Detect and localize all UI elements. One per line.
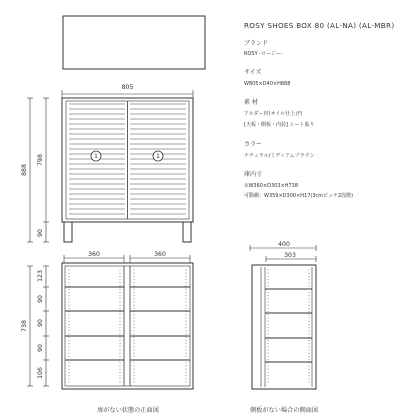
shelf-height-1: 123 [37, 270, 44, 282]
interior-front-view [27, 255, 193, 389]
pin-hole [134, 350, 135, 351]
pin-hole [69, 308, 70, 309]
pin-hole [69, 276, 70, 277]
pin-hole [186, 308, 187, 309]
pin-hole [186, 298, 187, 299]
pin-hole [120, 318, 121, 319]
pin-hole [186, 311, 187, 312]
side-view [250, 245, 316, 389]
front-view [27, 90, 193, 242]
pin-hole [120, 362, 121, 363]
pin-hole [268, 314, 269, 315]
pin-hole [134, 378, 135, 379]
pin-hole [134, 362, 135, 363]
pin-hole [186, 334, 187, 335]
pin-hole [186, 302, 187, 303]
pin-hole [69, 311, 70, 312]
pin-hole [134, 292, 135, 293]
pin-hole [120, 292, 121, 293]
pin-hole [69, 279, 70, 280]
pin-hole [120, 295, 121, 296]
pin-hole [186, 359, 187, 360]
pin-hole [186, 314, 187, 315]
size-label: サイズ [244, 69, 262, 76]
pin-hole [309, 305, 310, 306]
pin-hole [120, 372, 121, 373]
pin-hole [120, 286, 121, 287]
pin-hole [309, 369, 310, 370]
pin-hole [309, 282, 310, 283]
pin-hole [186, 321, 187, 322]
pin-hole [309, 346, 310, 347]
pin-hole [309, 330, 310, 331]
spec-block [244, 21, 394, 199]
pin-hole [268, 305, 269, 306]
pin-hole [69, 273, 70, 274]
pin-hole [268, 298, 269, 299]
material-line-1: アルダー材(オイル仕上げ) [244, 111, 303, 117]
pin-hole [268, 334, 269, 335]
pin-hole [186, 292, 187, 293]
pin-hole [134, 337, 135, 338]
pin-hole [134, 340, 135, 341]
pin-hole [186, 282, 187, 283]
pin-hole [120, 324, 121, 325]
pin-hole [69, 353, 70, 354]
pin-hole [69, 330, 70, 331]
pin-hole [134, 366, 135, 367]
pin-hole [186, 366, 187, 367]
pin-hole [120, 382, 121, 383]
pin-hole [309, 295, 310, 296]
pin-hole [120, 311, 121, 312]
pin-hole [186, 273, 187, 274]
pin-hole [309, 276, 310, 277]
pin-hole [134, 327, 135, 328]
side-pin-holes [268, 270, 310, 383]
pin-hole [120, 279, 121, 280]
pin-hole [186, 289, 187, 290]
pin-hole [120, 346, 121, 347]
pin-hole [186, 276, 187, 277]
pin-hole [268, 292, 269, 293]
pin-hole [309, 378, 310, 379]
pin-hole [309, 321, 310, 322]
pin-hole [309, 343, 310, 344]
pin-hole [268, 356, 269, 357]
pin-hole [186, 330, 187, 331]
pin-hole [268, 286, 269, 287]
pin-hole [134, 298, 135, 299]
pin-hole [69, 369, 70, 370]
pin-hole [120, 369, 121, 370]
pin-hole [268, 359, 269, 360]
pin-hole [186, 378, 187, 379]
pin-hole [134, 382, 135, 383]
pin-hole [69, 270, 70, 271]
pin-hole [120, 308, 121, 309]
pin-hole [120, 334, 121, 335]
pin-hole [134, 289, 135, 290]
pin-hole [134, 314, 135, 315]
pin-hole [69, 382, 70, 383]
pin-hole [268, 375, 269, 376]
pin-hole [120, 375, 121, 376]
pin-hole [69, 375, 70, 376]
pin-hole [186, 346, 187, 347]
pin-hole [69, 340, 70, 341]
pin-hole [69, 366, 70, 367]
pin-hole [309, 372, 310, 373]
pin-hole [120, 359, 121, 360]
pin-hole [309, 353, 310, 354]
pin-hole [69, 346, 70, 347]
pin-hole [134, 372, 135, 373]
pin-hole [120, 350, 121, 351]
pin-hole [268, 369, 269, 370]
pin-hole [134, 270, 135, 271]
pin-hole [120, 330, 121, 331]
pin-hole [268, 302, 269, 303]
pin-hole [134, 356, 135, 357]
pin-hole [268, 340, 269, 341]
pin-hole [186, 286, 187, 287]
pin-hole [309, 359, 310, 360]
pin-hole [309, 356, 310, 357]
pin-hole [186, 362, 187, 363]
pin-hole [186, 279, 187, 280]
pin-hole [69, 282, 70, 283]
pin-hole [309, 298, 310, 299]
pin-hole [268, 276, 269, 277]
brand-value: ROSY -ロージー- [244, 51, 283, 57]
pin-hole [134, 305, 135, 306]
pin-hole [186, 375, 187, 376]
pin-hole [268, 270, 269, 271]
pin-hole [69, 314, 70, 315]
pin-hole [309, 337, 310, 338]
pin-hole [309, 327, 310, 328]
pin-hole [186, 372, 187, 373]
pin-hole [120, 298, 121, 299]
pin-hole [134, 286, 135, 287]
pin-hole [309, 270, 310, 271]
interior-total-height-dim: 738 [21, 320, 28, 332]
pin-hole [268, 362, 269, 363]
pin-hole [309, 279, 310, 280]
pin-hole [120, 276, 121, 277]
pin-hole [120, 366, 121, 367]
pin-hole [69, 295, 70, 296]
pin-hole [186, 295, 187, 296]
pin-hole [309, 314, 310, 315]
pin-hole [134, 273, 135, 274]
material-label: 素 材 [244, 99, 258, 106]
pin-hole [69, 302, 70, 303]
pin-hole [69, 343, 70, 344]
pin-hole [69, 337, 70, 338]
pin-hole [309, 289, 310, 290]
pin-hole [309, 334, 310, 335]
pin-hole [69, 286, 70, 287]
front-total-height-dim: 888 [21, 164, 28, 176]
pin-hole [134, 308, 135, 309]
pin-hole [134, 318, 135, 319]
shelf-pin-holes [69, 270, 187, 383]
pin-hole [134, 343, 135, 344]
shelf-height-3: 90 [37, 319, 44, 327]
pin-hole [186, 305, 187, 306]
pin-hole [120, 273, 121, 274]
side-view-caption: 側板がない場合の側面図 [249, 407, 319, 414]
pin-hole [268, 295, 269, 296]
pin-hole [309, 286, 310, 287]
pin-hole [309, 382, 310, 383]
pin-hole [268, 346, 269, 347]
pin-hole [186, 270, 187, 271]
color-value: ナチュラル/ミディアムブラウン [244, 153, 315, 159]
pin-hole [69, 324, 70, 325]
pin-hole [69, 321, 70, 322]
pin-hole [69, 362, 70, 363]
pin-hole [120, 321, 121, 322]
pin-hole [309, 318, 310, 319]
pin-hole [120, 305, 121, 306]
door-marker-right [153, 151, 163, 161]
pin-hole [268, 282, 269, 283]
pin-hole [309, 292, 310, 293]
pin-hole [69, 372, 70, 373]
pin-hole [134, 375, 135, 376]
pin-hole [268, 311, 269, 312]
front-width-dim: 805 [121, 84, 134, 91]
pin-hole [309, 324, 310, 325]
pin-hole [120, 289, 121, 290]
pin-hole [186, 356, 187, 357]
pin-hole [134, 330, 135, 331]
pin-hole [69, 298, 70, 299]
pin-hole [186, 324, 187, 325]
pin-hole [69, 359, 70, 360]
pin-hole [69, 334, 70, 335]
pin-hole [268, 279, 269, 280]
pin-hole [69, 350, 70, 351]
pin-hole [120, 270, 121, 271]
interior-front-caption: 扉がない状態の正面図 [97, 407, 159, 414]
pin-hole [120, 343, 121, 344]
interior-line-1: ①W360×D303×H738 [244, 183, 299, 189]
pin-hole [309, 311, 310, 312]
front-body-height-dim: 798 [37, 154, 44, 166]
pin-hole [134, 324, 135, 325]
pin-hole [309, 350, 310, 351]
interior-width-right-dim: 360 [154, 251, 166, 258]
photo-frame [63, 16, 205, 69]
pin-hole [69, 318, 70, 319]
pin-hole [268, 337, 269, 338]
pin-hole [268, 321, 269, 322]
pin-hole [186, 350, 187, 351]
pin-hole [309, 340, 310, 341]
pin-hole [186, 340, 187, 341]
pin-hole [268, 366, 269, 367]
side-inner-depth-dim: 303 [284, 252, 296, 259]
pin-hole [309, 366, 310, 367]
pin-hole [120, 314, 121, 315]
pin-hole [69, 289, 70, 290]
pin-hole [268, 324, 269, 325]
pin-hole [134, 279, 135, 280]
side-depth-dim: 400 [278, 241, 290, 248]
svg-text:1: 1 [94, 153, 98, 161]
pin-hole [120, 356, 121, 357]
pin-hole [120, 340, 121, 341]
interior-width-left-dim: 360 [88, 251, 100, 258]
pin-hole [186, 337, 187, 338]
pin-hole [309, 308, 310, 309]
pin-hole [120, 327, 121, 328]
shelf-height-5: 106 [37, 367, 44, 379]
pin-hole [69, 378, 70, 379]
shelf-height-4: 90 [37, 344, 44, 352]
pin-hole [268, 318, 269, 319]
interior-label: 庫内寸 [244, 171, 263, 178]
pin-hole [268, 327, 269, 328]
front-leg-height-dim: 90 [37, 229, 44, 237]
interior-line-2: 可動棚：W359×D300×H17(3cmピッチ2段階) [244, 193, 354, 199]
pin-hole [268, 378, 269, 379]
color-label: カラー [244, 141, 263, 148]
pin-hole [268, 330, 269, 331]
pin-hole [309, 302, 310, 303]
pin-hole [134, 311, 135, 312]
pin-hole [268, 350, 269, 351]
pin-hole [134, 321, 135, 322]
shelf-height-2: 90 [37, 295, 44, 303]
pin-hole [120, 353, 121, 354]
pin-hole [69, 305, 70, 306]
pin-hole [309, 362, 310, 363]
pin-hole [186, 327, 187, 328]
pin-hole [134, 295, 135, 296]
pin-hole [134, 346, 135, 347]
pin-hole [69, 292, 70, 293]
material-line-2: [天板・側板・内装] シート貼り [244, 122, 315, 128]
pin-hole [69, 356, 70, 357]
pin-hole [268, 289, 269, 290]
pin-hole [134, 302, 135, 303]
pin-hole [268, 308, 269, 309]
svg-text:1: 1 [156, 153, 160, 161]
pin-hole [134, 334, 135, 335]
pin-hole [134, 359, 135, 360]
pin-hole [134, 369, 135, 370]
pin-hole [268, 343, 269, 344]
pin-hole [120, 378, 121, 379]
pin-hole [134, 353, 135, 354]
pin-hole [120, 337, 121, 338]
pin-hole [268, 382, 269, 383]
pin-hole [309, 273, 310, 274]
pin-hole [186, 343, 187, 344]
pin-hole [134, 276, 135, 277]
pin-hole [309, 375, 310, 376]
product-title: ROSY SHOES BOX 80 (AL-NA) (AL-MBR) [244, 21, 395, 30]
pin-hole [186, 318, 187, 319]
pin-hole [120, 282, 121, 283]
brand-label: ブランド [244, 40, 269, 47]
pin-hole [268, 353, 269, 354]
pin-hole [69, 327, 70, 328]
pin-hole [268, 273, 269, 274]
pin-hole [134, 282, 135, 283]
door-marker-left [91, 151, 101, 161]
pin-hole [120, 302, 121, 303]
pin-hole [186, 369, 187, 370]
pin-hole [186, 353, 187, 354]
pin-hole [186, 382, 187, 383]
pin-hole [268, 372, 269, 373]
size-value: W805×D40×H888 [244, 81, 291, 87]
